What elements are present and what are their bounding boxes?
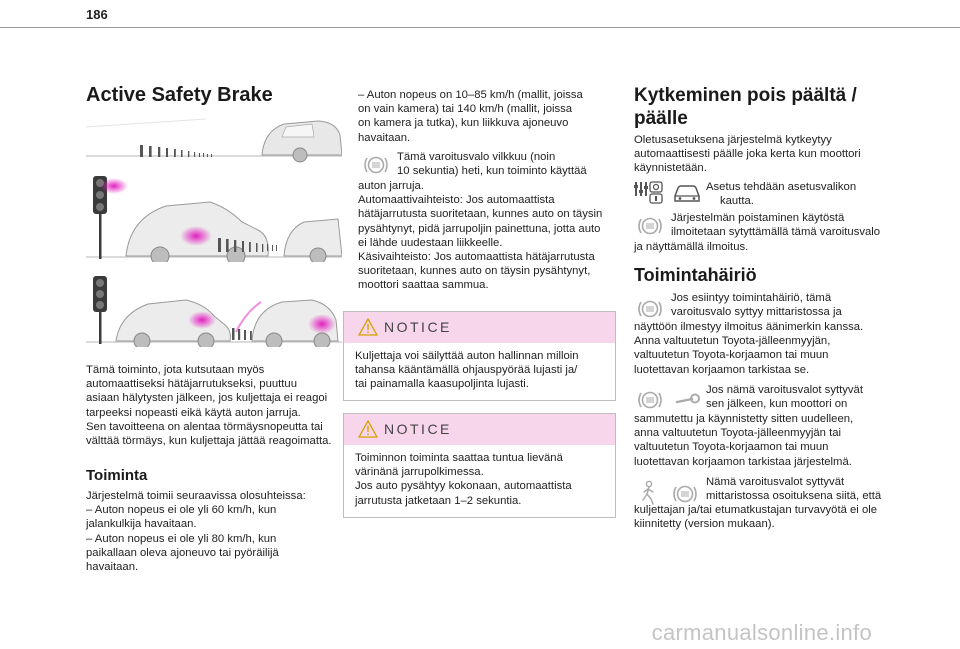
malfunction-text	[671, 291, 896, 319]
toiminta-line: – Auton nopeus ei ole yli 80 km/h, kun	[86, 532, 277, 545]
brake-warning-light-icon	[636, 388, 664, 412]
toiminta-line: paikallaan oleva ajoneuvo tai pyöräilijä	[86, 546, 279, 559]
default-setting-paragraph	[634, 133, 896, 176]
section-title-toiminta: Toiminta	[86, 467, 148, 484]
seatbelt-warning-text	[706, 475, 896, 503]
settings-menu-text	[706, 180, 896, 208]
toiminta-line: havaitaan.	[86, 561, 139, 574]
text-line: hätäjarrutusta suoritetaan, kunnes auto on täysin	[358, 208, 603, 221]
notice-line: Jos auto pysähtyy kokonaan, automaattista	[355, 480, 572, 493]
transmission-paragraph	[358, 179, 620, 293]
text-line: Jos nämä varoitusvalot syttyvät	[706, 384, 863, 396]
text-line: Tämä varoitusvalo vilkkuu (noin	[397, 151, 556, 163]
malfunction-paragraph	[634, 320, 896, 377]
page-number: 186	[86, 7, 108, 22]
section-title-malfunction: Toimintahäiriö	[634, 265, 757, 285]
title-line: päälle	[634, 108, 688, 129]
text-line: kiinnitetty (version mukaan).	[634, 518, 775, 531]
notice-title: NOTICE	[384, 319, 452, 335]
notice-body	[344, 343, 615, 400]
wrench-icon	[674, 391, 702, 409]
text-line: valtuutetun Toyota-korjaamon tai muun	[634, 349, 829, 362]
intro-line: Tämä toiminto, jota kutsutaan myös	[86, 364, 265, 376]
text-line: varoitusvalo syttyy mittaristossa ja	[671, 306, 842, 319]
text-line: käynnistetään.	[634, 162, 707, 175]
text-line: luotettavan korjaamon tarkistaa järjestelmä.	[634, 455, 852, 468]
notice-line: värinänä jarrupolkimessa.	[355, 466, 484, 479]
warning-triangle-icon	[358, 420, 378, 438]
section-title-active-safety-brake: Active Safety Brake	[86, 84, 273, 106]
intro-line: automaattiseksi hätäjarrutukseksi, puuttuu	[86, 378, 297, 391]
notice-body	[344, 445, 615, 516]
text-line: Järjestelmän poistaminen käytöstä	[671, 212, 845, 224]
text-line: sen jälkeen, kun moottori on	[706, 398, 848, 411]
text-line: ilmoitetaan sytyttämällä tämä varoitusvalo	[671, 226, 881, 239]
brake-warning-light-icon	[362, 153, 390, 177]
toiminta-line: jalankulkija havaitaan.	[86, 518, 197, 531]
text-line: ei lähde uudestaan liikkeelle.	[358, 236, 503, 249]
car-settings-icon	[672, 182, 702, 204]
notice-box-vibration	[343, 413, 616, 518]
notice-header	[344, 312, 615, 343]
text-line: mittaristossa osoituksena siitä, että	[706, 490, 882, 503]
text-line: Käsivaihteisto: Jos automaattista hätäjarrutusta	[358, 251, 595, 264]
text-line: – Auton nopeus on 10–85 km/h (mallit, joissa	[358, 89, 583, 101]
intro-line: tarpeeksi nopeasti eikä käytä auton jarruja.	[86, 406, 301, 419]
notice-line: tai painamalla kaasupoljinta lujasti.	[355, 378, 529, 391]
toiminta-line: – Auton nopeus ei ole yli 60 km/h, kun	[86, 504, 277, 517]
section-title-deactivation	[634, 84, 857, 130]
title-line: Kytkeminen pois päältä /	[634, 85, 857, 106]
text-line: kuljettajan ja/tai etumatkustajan turvavyötä ei ole	[634, 504, 878, 516]
notice-line: Toiminnon toiminta saattaa tuntua lievänä	[355, 452, 563, 464]
warning-triangle-icon	[358, 318, 378, 336]
deactivation-warning-text	[671, 211, 896, 239]
speed-conditions	[358, 88, 620, 145]
text-line: näyttöön ilmestyy ilmoitus äänimerkin kanssa.	[634, 321, 864, 333]
intro-paragraph	[86, 363, 348, 448]
text-line: anna valtuutetun Toyota-jälleenmyyjän tai	[634, 427, 842, 440]
intro-line: välttää törmäys, kun kuljettaja jättää reagoimatta.	[86, 435, 332, 448]
text-line: havaitaan.	[358, 131, 411, 144]
footer-watermark: carmanualsonline.info	[651, 620, 872, 645]
text-line: on kamera ja tutka), kun liikkuva ajoneuvo	[358, 117, 569, 130]
toiminta-paragraph	[86, 489, 348, 574]
brake-warning-light-icon	[636, 214, 664, 238]
text-line: Automaattivaihteisto: Jos automaattista	[358, 194, 555, 207]
text-line: Asetus tehdään asetusvalikon	[706, 181, 857, 193]
deactivation-message-text	[634, 240, 896, 254]
notice-title: NOTICE	[384, 421, 452, 437]
text-line: Jos esiintyy toimintahäiriö, tämä	[671, 292, 832, 304]
text-line: ja näyttämällä ilmoitus.	[634, 241, 749, 253]
warning-light-text	[397, 150, 617, 178]
settings-menu-icon	[634, 180, 664, 206]
text-line: Nämä varoitusvalot syttyvät	[706, 476, 845, 488]
seatbelt-paragraph	[634, 503, 896, 531]
notice-header	[344, 414, 615, 445]
notice-line: Kuljettaja voi säilyttää auton hallinnan milloin	[355, 350, 579, 362]
text-line: on vain kamera) tai 140 km/h (mallit, joissa	[358, 103, 573, 116]
toiminta-line: Järjestelmä toimii seuraavissa olosuhteissa:	[86, 490, 306, 502]
restart-paragraph	[634, 412, 896, 469]
text-line: moottori saattaa sammua.	[358, 279, 489, 292]
notice-box-steering	[343, 311, 616, 401]
notice-line: tahansa kääntämällä ohjauspyörää lujasti ja/	[355, 364, 578, 377]
text-line: pysähtynyt, pidä jarrupoljin painettuna, jotta auto	[358, 222, 601, 235]
brake-warning-light-icon	[636, 297, 664, 321]
text-line: Oletusasetuksena järjestelmä kytkeytyy	[634, 134, 832, 146]
text-line: automaattisesti päälle joka kerta kun moottori	[634, 148, 861, 161]
text-line: valtuutetun Toyota-korjaamon tai muun	[634, 441, 829, 454]
text-line: sammutettu ja käynnistetty sitten uudelleen,	[634, 413, 854, 425]
text-line: Anna valtuutetun Toyota-jälleenmyyjän,	[634, 335, 831, 348]
text-line: kautta.	[720, 195, 754, 208]
text-line: suoritetaan, kunnes auto on täysin pysähtynyt,	[358, 265, 591, 278]
notice-line: jarrutusta jatketaan 1–2 sekuntia.	[355, 494, 522, 507]
restart-warning-text	[706, 383, 896, 411]
intro-line: asiaan hälytysten jälkeen, jos kuljettaja ei reagoi	[86, 392, 328, 405]
intro-line: Sen tavoitteena on alentaa törmäysnopeutta tai	[86, 420, 323, 433]
illustration-car-approaching-car	[86, 115, 342, 165]
top-rule	[0, 27, 960, 28]
text-line: auton jarruja.	[358, 180, 424, 192]
text-line: luotettavan korjaamon tarkistaa se.	[634, 363, 810, 376]
illustration-car-braking-with-warning-light	[86, 172, 342, 262]
illustration-car-emergency-braking	[86, 272, 342, 347]
text-line: 10 sekuntia) heti, kun toiminto käyttää	[397, 165, 587, 178]
